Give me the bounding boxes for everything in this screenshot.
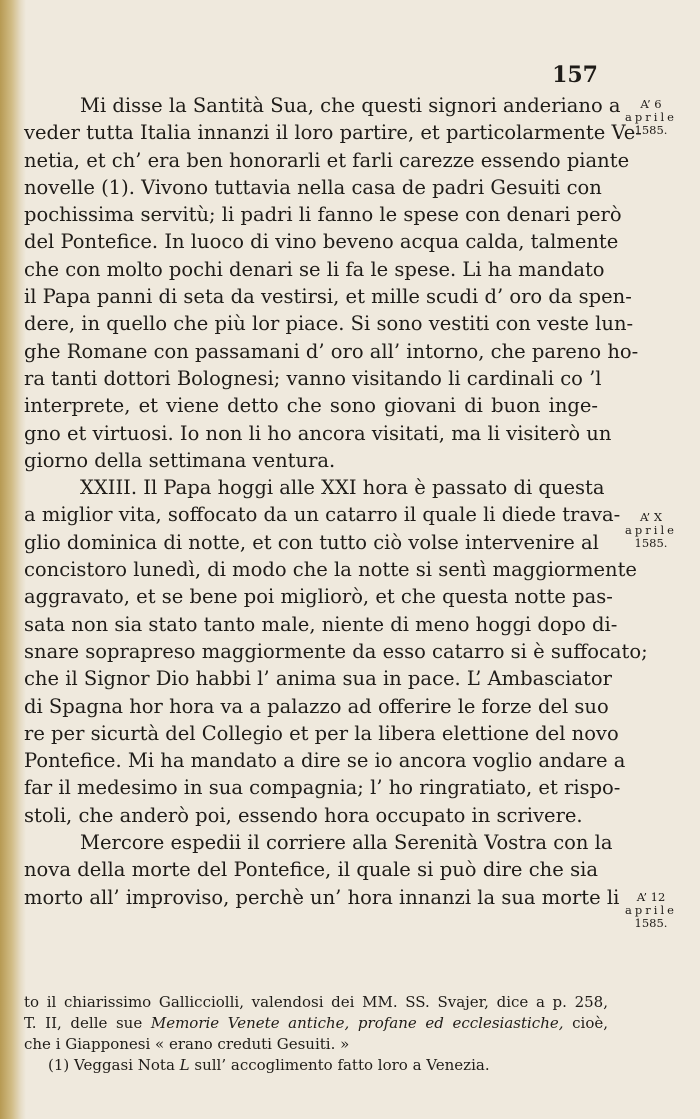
text-line: XXIII. Il Papa hoggi alle XXI hora è passato di questa [80,476,605,500]
footnote-line: che i Giapponesi « erano creduti Gesuiti. » [24,1035,350,1053]
book-spine-shadow [0,0,26,1119]
margin-note-month: aprile [625,110,677,124]
text-line: morto all’ improviso, perchè un’ hora innanzi la sua morte li [24,885,620,909]
footnote-line: T. II, delle sue Memorie Venete antiche, profane ed ecclesiastiche, cioè, [24,1014,608,1032]
text-line: a miglior vita, soffocato da un catarro il quale li diede trava- [24,503,621,527]
footnotes [24,992,608,1076]
text-line: ra tanti dottori Bolognesi; vanno visitando li cardinali co ’l [24,366,602,390]
text-line: snare soprapreso maggiormente da esso catarro si è suffocato; [24,639,648,663]
margin-note-date-3 [612,891,690,930]
text-line: Pontefice. Mi ha mandato a dire se io ancora voglio andare a [24,749,626,773]
text-line: il Papa panni di seta da vestirsi, et mille scudi d’ oro da spen- [24,285,632,309]
main-text [24,92,648,911]
text-line: gno et virtuosi. Io non li ho ancora visitati, ma li visiterò un [24,421,612,445]
text-line: Mi disse la Santità Sua, che questi signori anderiano a [80,94,621,117]
margin-note-month: aprile [625,903,677,917]
text-line: ghe Romane con passamani d’ oro all’ intorno, che pareno ho- [24,339,639,363]
text-line: glio dominica di notte, et con tutto ciò volse intervenire al [24,530,599,554]
paragraph-2 [24,474,648,829]
text-line: Mercore espedii il corriere alla Serenità Vostra con la [80,831,613,855]
text-line: far il medesimo in sua compagnia; l’ ho ringratiato, et rispo- [24,776,621,800]
text-line: sata non sia stato tanto male, niente di meno hoggi dopo di- [24,612,618,636]
text-line: che il Signor Dio habbi l’ anima sua in pace. L’ Ambasciator [24,667,612,691]
margin-note-day: A’ 6 [640,97,662,111]
text-line: interprete, et viene detto che sono giovani di buon inge- [24,394,598,418]
text-line: re per sicurtà del Collegio et per la libera elettione del novo [24,721,619,745]
margin-note-date-2 [612,511,690,550]
margin-note-year: 1585. [634,536,668,550]
text-line: nova della morte del Pontefice, il quale si può dire che sia [24,858,598,882]
text-line: giorno della settimana ventura. [24,448,336,472]
paragraph-1 [24,92,642,474]
text-line: di Spagna hor hora va a palazzo ad offerire le forze del suo [24,694,609,718]
text-line: stoli, che anderò poi, essendo hora occupato in scrivere. [24,803,583,827]
text-line: che con molto pochi denari se li fa le spese. Li ha mandato [24,257,605,281]
margin-note-date-1 [612,98,690,137]
page-number: 157 [552,62,598,88]
footnote-italic-letter: L [179,1056,190,1074]
footnote-line: to il chiarissimo Gallicciolli, valendosi dei MM. SS. Svajer, dice a p. 258, [24,993,608,1011]
margin-note-day: A’ 12 [636,890,666,904]
text-line: veder tutta Italia innanzi il loro partire, et particolarmente Ve- [24,121,642,145]
text-line: pochissima servitù; li padri li fanno le spese con denari però [24,203,622,227]
text-line: concistoro lunedì, di modo che la notte si sentì maggiormente [24,558,637,582]
footnote-italic-title: Memorie Venete antiche, profane ed ecclesiastiche, [150,1014,564,1032]
margin-note-month: aprile [625,523,677,537]
margin-note-year: 1585. [634,916,668,930]
text-line: aggravato, et se bene poi migliorò, et che questa notte pas- [24,585,613,609]
text-line: dere, in quello che più lor piace. Si sono vestiti con veste lun- [24,312,634,336]
margin-note-day: A’ X [639,510,663,524]
footnote-1: (1) Veggasi Nota L sull’ accoglimento fatto loro a Venezia. [48,1056,490,1074]
margin-note-year: 1585. [634,123,668,137]
paragraph-3 [24,829,620,911]
text-line: novelle (1). Vivono tuttavia nella casa de padri Gesuiti con [24,175,602,199]
text-line: del Pontefice. In luoco di vino beveno acqua calda, talmente [24,230,619,254]
text-line: netia, et ch’ era ben honorarli et farli carezze essendo piante [24,148,630,172]
